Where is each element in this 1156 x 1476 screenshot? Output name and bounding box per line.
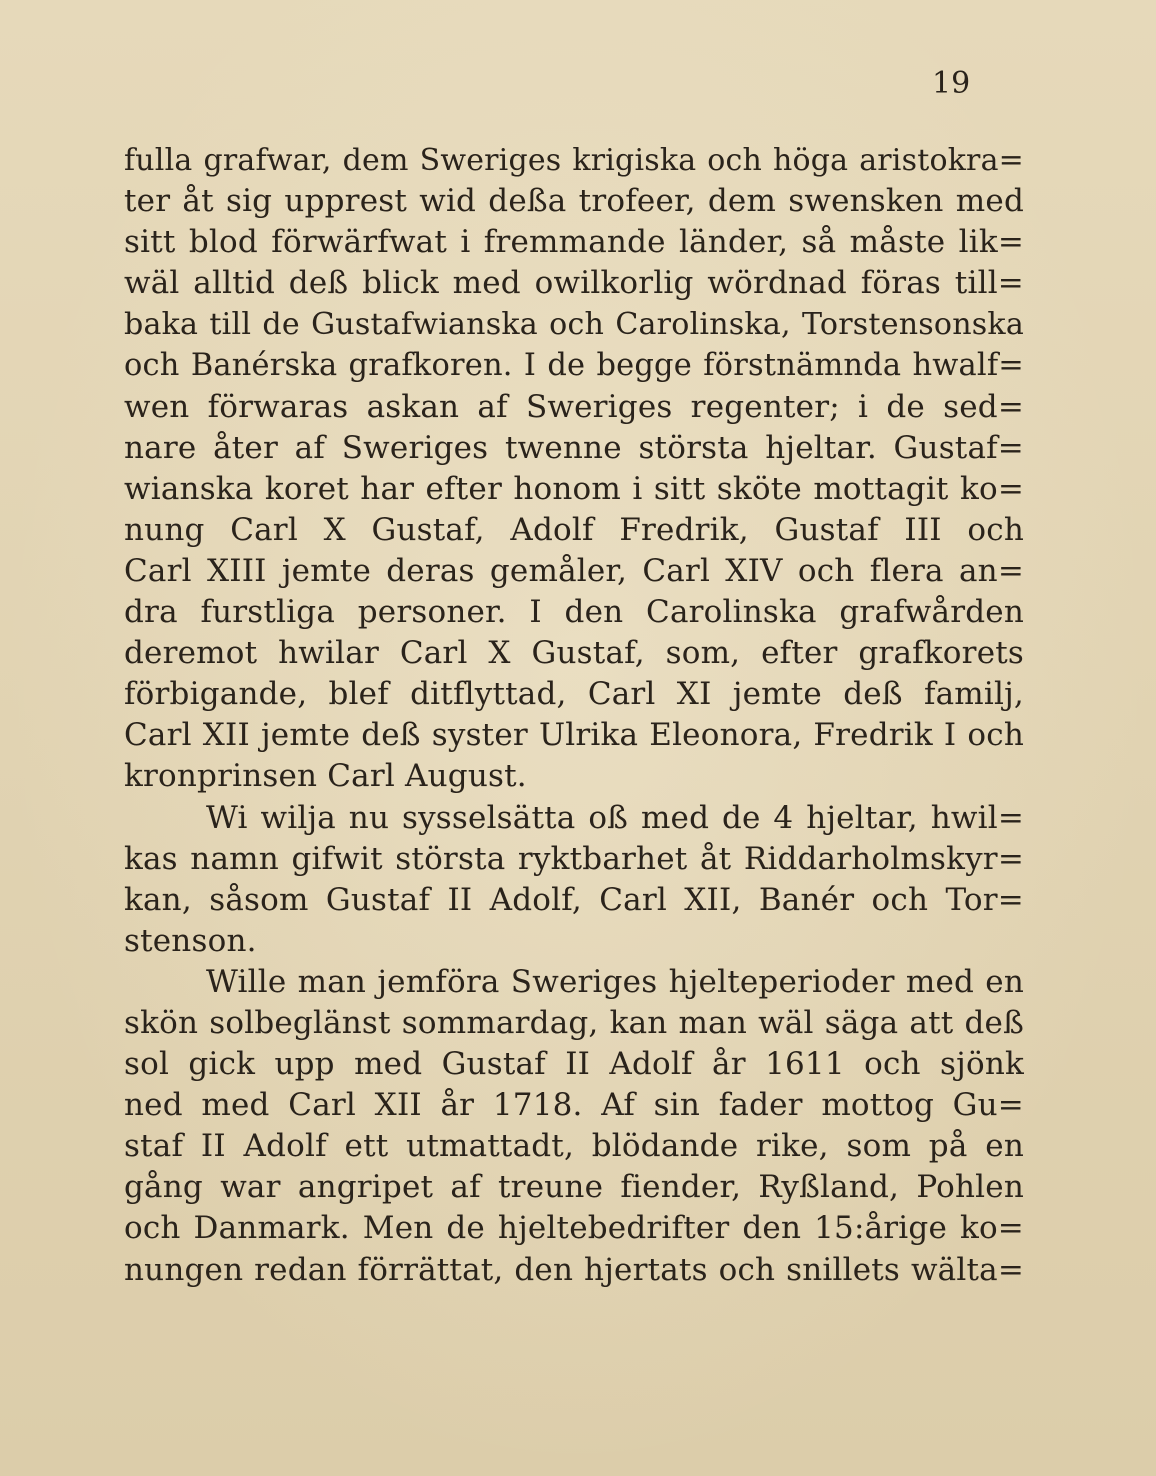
text-line: skön solbeglänst sommardag, kan man wäl säga att deß — [124, 1004, 1024, 1041]
text-line: Wi wilja nu sysselsätta oß med de 4 hjeltar, hwil= — [206, 799, 1024, 836]
text-line: förbigande, blef ditflyttad, Carl XI jemte deß familj, — [124, 676, 1024, 713]
body-text — [124, 140, 1024, 1291]
text-line: nare åter af Sweriges twenne största hjeltar. Gustaf= — [124, 429, 1024, 466]
text-line: nungen redan förrättat, den hjertats och snillets wälta= — [124, 1251, 1024, 1288]
text-line: och Danmark. Men de hjeltebedrifter den 15:årige ko= — [124, 1210, 1024, 1247]
text-line: fulla grafwar, dem Sweriges krigiska och höga aristokra= — [124, 143, 1024, 178]
text-line: sol gick upp med Gustaf II Adolf år 1611 och sjönk — [124, 1046, 1024, 1083]
text-line: och Banérska grafkoren. I de begge förstnämnda hwalf= — [124, 348, 1024, 384]
page-number: 19 — [932, 66, 971, 101]
text-line: Wille man jemföra Sweriges hjelteperioder med en — [206, 963, 1024, 1000]
text-line: stenson. — [124, 922, 257, 959]
text-line: kronprinsen Carl August. — [124, 758, 527, 795]
text-line: dra furstliga personer. I den Carolinska grafwården — [124, 594, 1024, 631]
text-line: kas namn gifwit största ryktbarhet åt Riddarholmskyr= — [124, 840, 1024, 877]
text-line: gång war angripet af treune fiender, Ryßland, Pohlen — [124, 1169, 1024, 1206]
text-line: sitt blod förwärfwat i fremmande länder, så måste lik= — [124, 224, 1024, 261]
text-line: baka till de Gustafwianska och Carolinska, Torstensonska — [124, 307, 1024, 343]
text-line: staf II Adolf ett utmattadt, blödande rike, som på en — [124, 1128, 1024, 1165]
text-line: Carl XIII jemte deras gemåler, Carl XIV och flera an= — [124, 552, 1024, 589]
text-line: deremot hwilar Carl X Gustaf, som, efter grafkorets — [124, 635, 1024, 672]
text-line: Carl XII jemte deß syster Ulrika Eleonora, Fredrik I och — [124, 717, 1024, 754]
text-line: kan, såsom Gustaf II Adolf, Carl XII, Banér och Tor= — [124, 881, 1024, 918]
text-line: ned med Carl XII år 1718. Af sin fader mottog Gu= — [124, 1087, 1024, 1124]
text-line: ter åt sig upprest wid deßa trofeer, dem swensken med — [124, 183, 1024, 220]
text-line: nung Carl X Gustaf, Adolf Fredrik, Gustaf III och — [124, 511, 1024, 548]
text-line: wäl alltid deß blick med owilkorlig wördnad föras till= — [124, 265, 1024, 302]
text-line: wen förwaras askan af Sweriges regenter; i de sed= — [124, 388, 1024, 425]
text-line: wianska koret har efter honom i sitt sköte mottagit ko= — [124, 470, 1024, 507]
